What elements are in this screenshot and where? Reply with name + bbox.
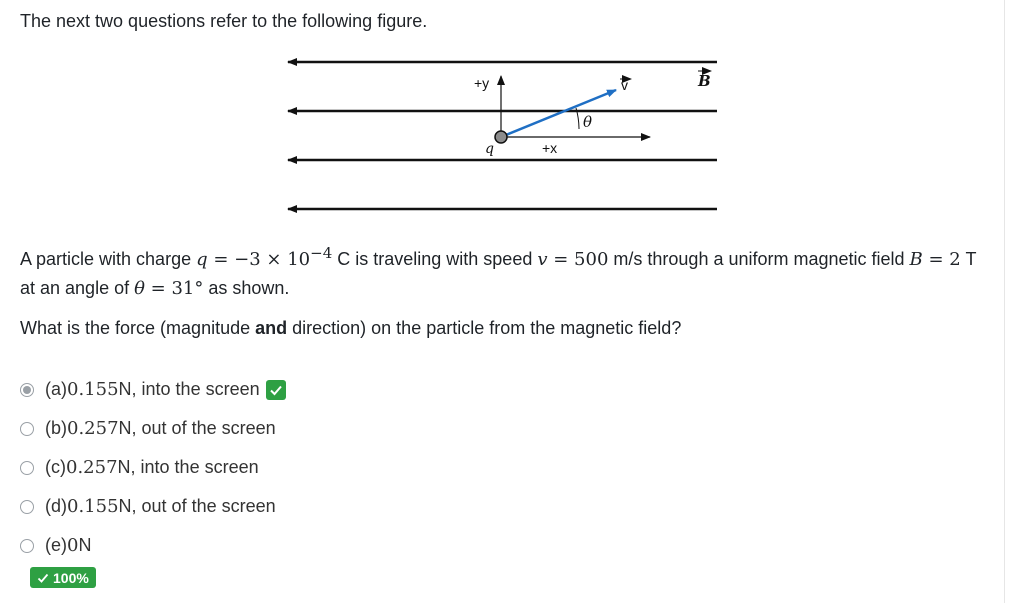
radio-button[interactable]: [20, 422, 34, 436]
field-label: B: [698, 72, 711, 90]
x-axis-label: +x: [542, 140, 558, 156]
problem-text: m/s through a uniform magnetic field: [608, 249, 910, 269]
option-c[interactable]: [20, 448, 286, 487]
question-part: direction) on the particle from the magnetic field?: [287, 318, 682, 338]
option-value: 0.257: [67, 418, 119, 439]
problem-text: A particle with charge: [20, 249, 197, 269]
option-unit: N, into the screen: [117, 457, 259, 477]
theta-label: θ: [583, 113, 593, 131]
intro-text: The next two questions refer to the following figure.: [20, 11, 428, 31]
score-badge: [30, 567, 96, 588]
angle-value: = 31°: [144, 278, 204, 299]
velocity-vector: [501, 90, 616, 137]
problem-text: T at an angle of: [20, 249, 977, 298]
option-a[interactable]: [20, 370, 286, 409]
problem-text: as shown.: [203, 278, 290, 298]
option-e[interactable]: [20, 526, 286, 565]
radio-button[interactable]: [20, 461, 34, 475]
field-symbol: B: [909, 249, 923, 270]
charge-exponent: −4: [310, 244, 333, 262]
question-emphasis: and: [255, 318, 288, 338]
charge-symbol: q: [196, 249, 208, 270]
option-unit: N, out of the screen: [118, 496, 276, 516]
option-value: 0: [67, 535, 79, 556]
problem-statement: [20, 239, 990, 303]
option-unit: N, out of the screen: [118, 418, 276, 438]
option-b[interactable]: [20, 409, 286, 448]
correct-check-icon: [266, 380, 286, 400]
score-value: 100%: [53, 569, 89, 586]
charge-label: q: [485, 141, 494, 157]
speed-symbol: v: [537, 249, 548, 270]
radio-button[interactable]: [20, 500, 34, 514]
magnetic-field-figure: [280, 50, 725, 220]
particle: [495, 131, 507, 143]
angle-symbol: θ: [134, 278, 145, 299]
option-value: 0.155: [67, 379, 119, 400]
option-letter: (c): [45, 457, 66, 477]
option-unit: N, into the screen: [118, 379, 260, 399]
speed-value: = 500: [547, 249, 609, 270]
option-letter: (a): [45, 379, 67, 399]
radio-selected[interactable]: [20, 383, 34, 397]
option-d[interactable]: [20, 487, 286, 526]
radio-button[interactable]: [20, 539, 34, 553]
option-letter: (b): [45, 418, 67, 438]
problem-text: C is traveling with speed: [332, 249, 538, 269]
option-letter: (e): [45, 535, 67, 555]
charge-value: = −3 × 10: [207, 249, 311, 270]
y-axis-label: +y: [474, 75, 490, 91]
question-text: [20, 318, 681, 339]
option-value: 0.257: [66, 457, 118, 478]
option-letter: (d): [45, 496, 67, 516]
checkmark-icon: [37, 572, 49, 584]
question-part: What is the force (magnitude: [20, 318, 256, 338]
option-value: 0.155: [67, 496, 119, 517]
field-value: = 2: [922, 249, 961, 270]
velocity-label: v: [621, 77, 628, 93]
answer-options: [20, 370, 286, 565]
option-unit: N: [78, 535, 92, 555]
